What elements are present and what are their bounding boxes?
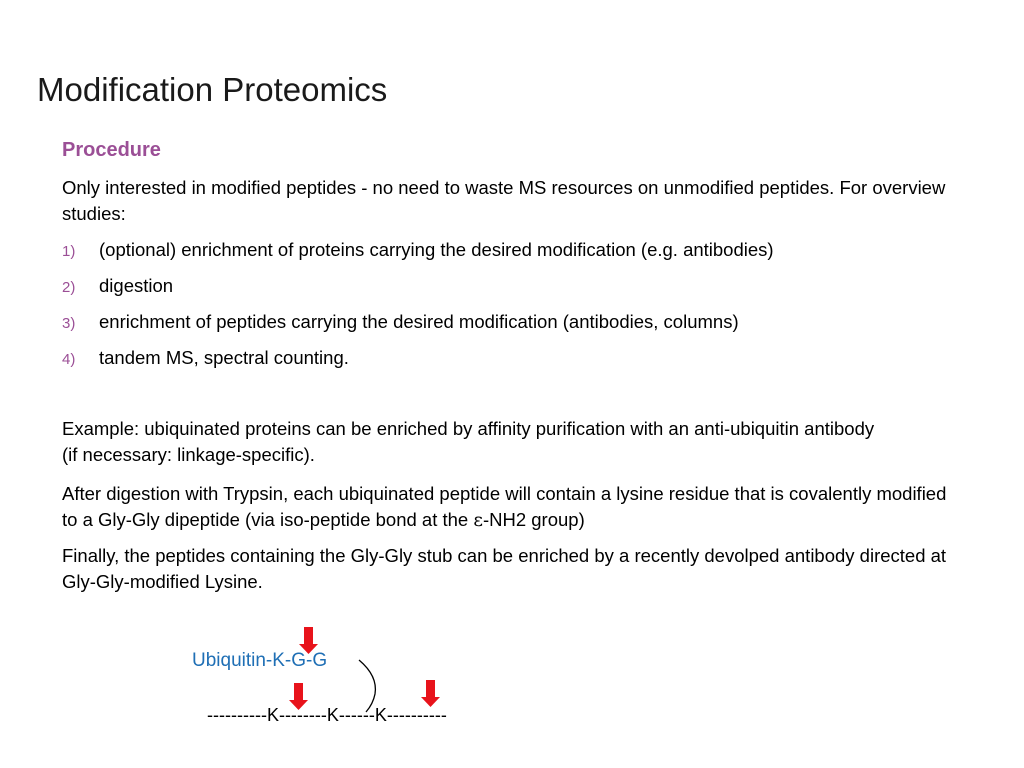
example-paragraph: Example: ubiquinated proteins can be enriched by affinity purification with an anti-ubiquitin antibody (if necessary: linkage-specific). [62, 418, 875, 465]
step-number: 3) [62, 315, 76, 332]
digestion-text: After digestion with Trypsin, each ubiquinated peptide will contain a lysine residue that is covalently modified to a Gly-Gly dipeptide (via iso-peptide bond at the [62, 483, 947, 530]
finally-paragraph: Finally, the peptides containing the Gly-Gly stub can be enriched by a recently devolped antibody directed at Gly-Gly-modified Lysine. [62, 545, 947, 592]
step-text: tandem MS, spectral counting. [99, 347, 349, 368]
digestion-text-end: -NH2 group) [482, 509, 585, 530]
step-number: 1) [62, 243, 76, 260]
step-text: enrichment of peptides carrying the desired modification (antibodies, columns) [99, 311, 739, 332]
step-number: 4) [62, 351, 76, 368]
procedure-heading: Procedure [62, 139, 161, 161]
epsilon-symbol: ε [473, 510, 483, 531]
ubiquitin-label: Ubiquitin-K-G-G [192, 650, 328, 671]
step-text: (optional) enrichment of proteins carrying the desired modification (e.g. antibodies) [99, 239, 774, 260]
step-number: 2) [62, 279, 76, 296]
slide-title: Modification Proteomics [37, 71, 388, 108]
peptide-chain: ----------K--------K------K---------- [207, 705, 447, 725]
intro-paragraph: Only interested in modified peptides - no need to waste MS resources on unmodified peptides. For overview studies: [62, 177, 946, 224]
step-text: digestion [99, 275, 174, 296]
